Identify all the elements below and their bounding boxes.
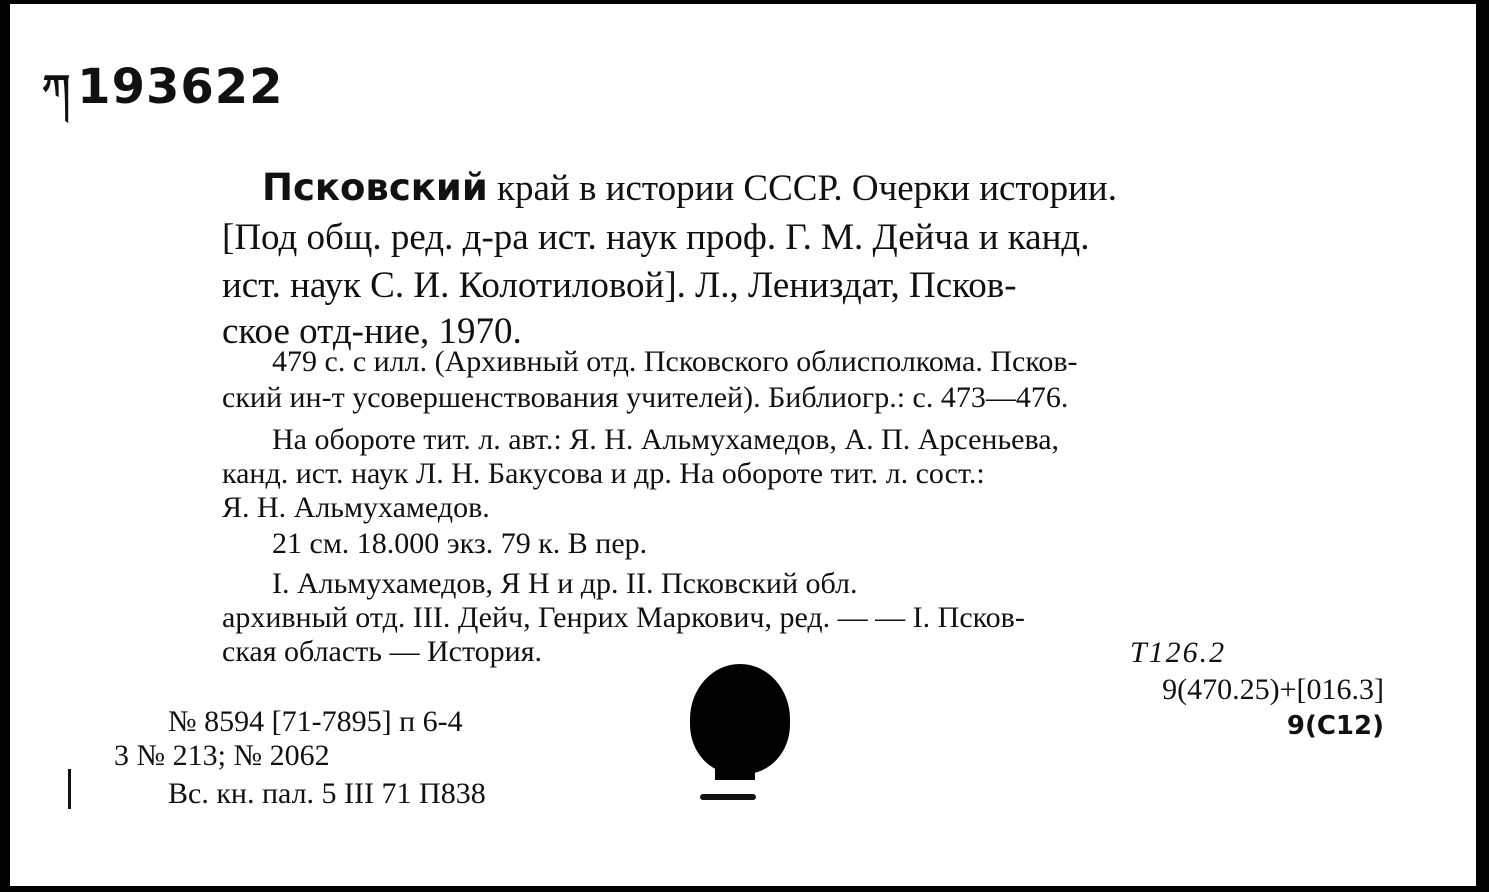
- note-line-9: ская область — История.: [222, 635, 543, 668]
- title-line-1: [262, 166, 1117, 211]
- title-line-1-text: край в истории СССР. Очерки истории.: [487, 168, 1117, 209]
- footer-line-3: Вс. кн. пал. 5 III 71 П838: [168, 777, 486, 810]
- footer-line-2: 3 № 213; № 2062: [114, 739, 330, 772]
- stamp-mark-icon: ཀ: [42, 67, 72, 113]
- punch-hole-base: [700, 794, 756, 800]
- title-bold-word: Псковский: [262, 166, 488, 209]
- classification-line-2: 9(С12): [1286, 711, 1384, 741]
- punch-hole-stem: [715, 754, 755, 780]
- note-line-3: На обороте тит. л. авт.: Я. Н. Альмухамедов, А. П. Арсеньева,: [272, 423, 1060, 456]
- note-line-5: Я. Н. Альмухамедов.: [222, 491, 490, 524]
- footer-line-1: № 8594 [71-7895] п 6-4: [168, 705, 463, 738]
- title-line-3: ист. наук С. И. Колотиловой]. Л., Лениздат, Псков-: [222, 265, 1017, 306]
- inventory-number-text: 193622: [77, 59, 284, 115]
- note-line-6: 21 см. 18.000 экз. 79 к. В пер.: [272, 527, 648, 560]
- note-line-8: архивный отд. III. Дейч, Генрих Маркович, ред. — — I. Псков-: [222, 601, 1025, 634]
- edge-mark: [68, 769, 71, 809]
- note-line-4: канд. ист. наук Л. Н. Бакусова и др. На обороте тит. л. сост.:: [222, 457, 985, 490]
- note-line-7: I. Альмухамедов, Я Н и др. II. Псковский обл.: [272, 567, 858, 600]
- inventory-number: [42, 44, 284, 157]
- catalog-card: [10, 4, 1476, 886]
- note-line-2: ский ин-т усовершенствования учителей). Библиогр.: с. 473—476.: [222, 381, 1069, 414]
- title-line-2: [Под общ. ред. д-ра ист. наук проф. Г. М. Дейча и канд.: [222, 217, 1090, 258]
- handwritten-note: Т126.2: [1130, 636, 1227, 669]
- title-line-4: ское отд-ние, 1970.: [222, 311, 522, 352]
- note-line-1: 479 с. с илл. (Архивный отд. Псковского облисполкома. Псков-: [272, 345, 1078, 378]
- classification-line-1: 9(470.25)+[016.3]: [1162, 673, 1384, 706]
